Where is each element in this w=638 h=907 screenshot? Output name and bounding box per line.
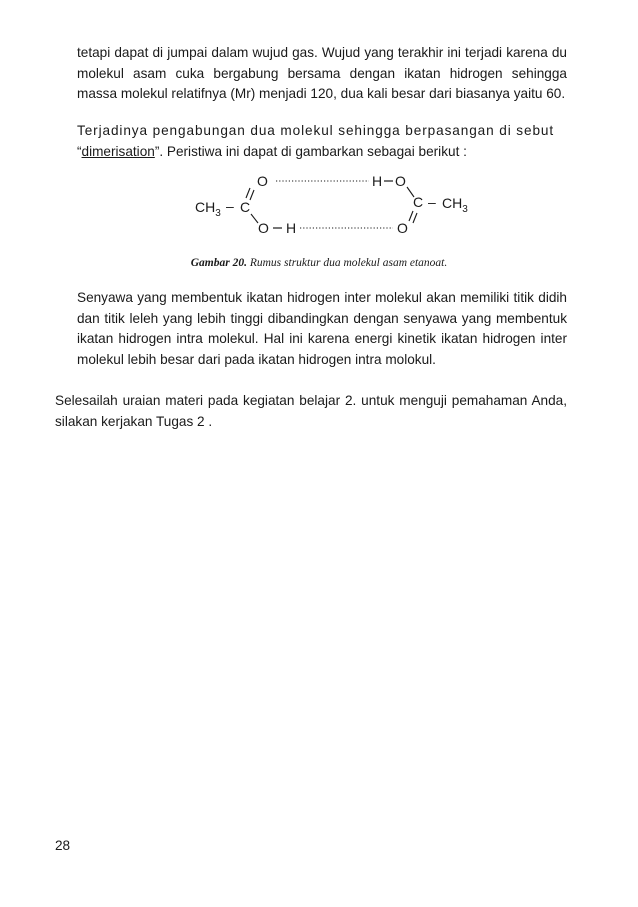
- body-paragraph-closing: Selesailah uraian materi pada kegiatan belajar 2. untuk menguji pemahaman Anda, silakan kerjakan Tugas 2 .: [55, 393, 567, 429]
- atom-o-top-right: O: [395, 173, 406, 189]
- bond-c-o-left: [251, 214, 258, 223]
- atom-c-left: C: [240, 199, 251, 215]
- page-number: 28: [55, 838, 71, 853]
- figure-caption: [0, 257, 638, 269]
- bond-dash-left: –: [226, 198, 234, 214]
- double-bond-left-b: [250, 190, 254, 200]
- atom-h-top-right: H: [372, 173, 383, 189]
- bond-dash-right: –: [428, 194, 436, 210]
- double-bond-right-b: [413, 213, 417, 223]
- body-paragraph-boiling-point: Senyawa yang membentuk ikatan hidrogen inter molekul akan memiliki titik didih dan titik leleh yang lebih tinggi dibandingkan dengan senyawa yang membentuk ikatan hidrogen intra molekul. Hal ini karena energi kinetik ikatan hidrogen inter molekul lebih besar dari pada ikatan hidrogen intra molokul.: [77, 290, 567, 367]
- atom-o-top-left: O: [257, 173, 268, 189]
- acetic-acid-dimer-diagram: [0, 0, 638, 250]
- atom-o-bottom-left: O: [258, 220, 269, 236]
- term-dimerisation: dimerisation: [81, 143, 155, 159]
- atom-c-right: C: [413, 194, 424, 210]
- dimerisation-lead: Terjadinya pengabungan dua molekul sehingga berpasangan di sebut: [77, 123, 555, 138]
- atom-o-bottom-right: O: [397, 220, 408, 236]
- caption-label: Gambar 20.: [190, 257, 247, 269]
- caption-text: Rumus struktur dua molekul asam etanoat.: [246, 257, 448, 269]
- group-ch3-right: $CH_3$: [442, 195, 468, 215]
- atom-h-bottom-left: H: [286, 220, 297, 236]
- double-bond-right-a: [409, 211, 413, 221]
- dimerisation-tail: ”. Peristiwa ini dapat di gambarkan sebagai berikut :: [154, 143, 467, 159]
- double-bond-left-a: [246, 188, 250, 198]
- open-quote: “: [77, 143, 82, 159]
- group-ch3-left: $CH_3$: [195, 199, 221, 219]
- body-paragraph-intro: tetapi dapat di jumpai dalam wujud gas. Wujud yang terakhir ini terjadi karena du molekul asam cuka bergabung bersama dengan ikatan hidrogen sehingga massa molekul relatifnya (Mr) menjadi 120, dua kali besar dari biasanya yaitu 60.: [77, 45, 567, 101]
